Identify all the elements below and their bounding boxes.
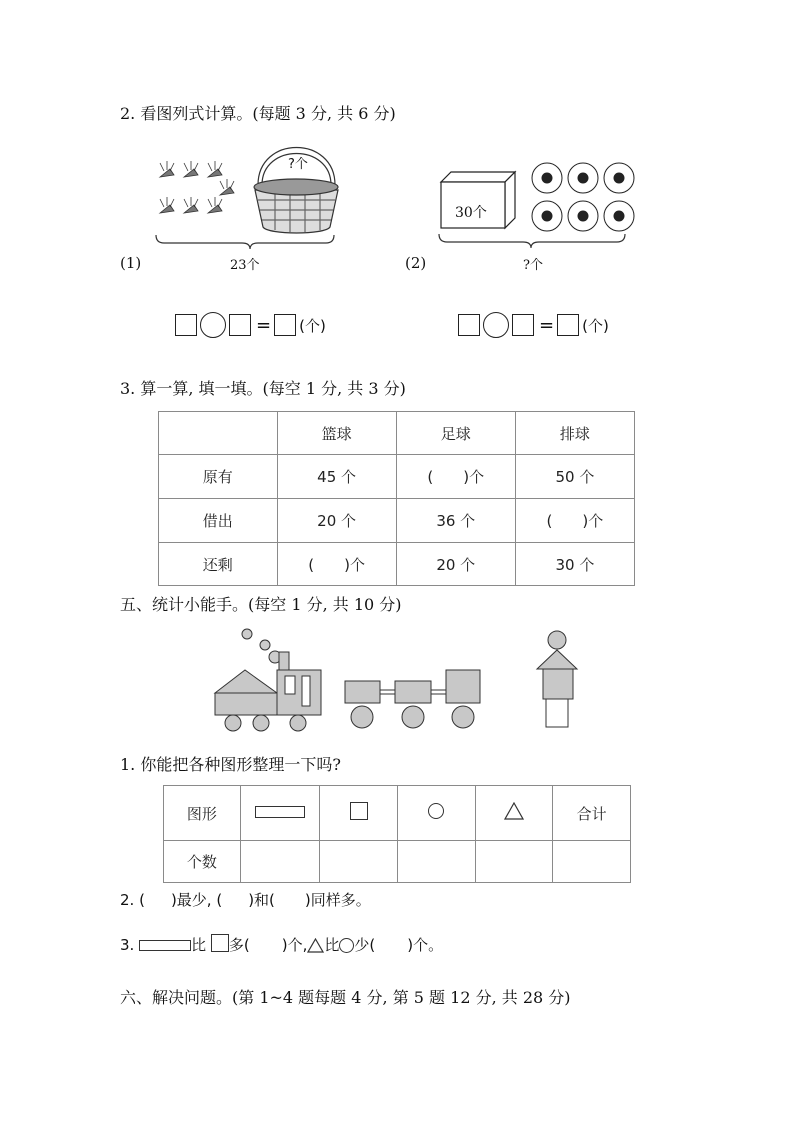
- s5-q3-part: )个。: [407, 936, 444, 954]
- q2-title: 2. 看图列式计算。(每题 3 分, 共 6 分): [120, 104, 396, 123]
- table-cell: 50 个: [515, 455, 634, 499]
- table-cell: 还剩: [159, 543, 278, 586]
- part2-label: (2): [405, 254, 427, 272]
- count-cell[interactable]: [553, 841, 631, 883]
- shape-count-table: [163, 785, 631, 883]
- answer-box[interactable]: [175, 314, 197, 336]
- part1-label: (1): [120, 254, 142, 272]
- triangle-shape: [537, 650, 577, 669]
- circle-icon: [339, 938, 354, 953]
- circle-shape: [242, 629, 252, 639]
- s5-q2-part: )同样多。: [304, 891, 371, 909]
- rectangle-shape: [345, 681, 380, 703]
- row-label: 图形: [164, 786, 241, 841]
- rectangle-shape: [395, 681, 431, 703]
- box-label: 30个: [455, 205, 487, 221]
- soccer-ball-icon: [532, 163, 634, 231]
- brace-1: [156, 235, 334, 249]
- count-cell[interactable]: [475, 841, 553, 883]
- table-cell: 20 个: [396, 543, 515, 586]
- table-header: 篮球: [277, 412, 396, 455]
- s5-q3-part: 3.: [120, 936, 135, 954]
- answer-box[interactable]: [557, 314, 579, 336]
- count-cell[interactable]: [240, 841, 319, 883]
- row-label: 个数: [164, 841, 241, 883]
- s5-q3-part: )个,: [281, 936, 308, 954]
- rectangle-shape: [285, 676, 295, 694]
- table-cell[interactable]: ( )个: [515, 499, 634, 543]
- part1-total-label: 23个: [230, 258, 260, 273]
- rectangle-shape: [302, 676, 310, 706]
- s5-q3-part: 比: [324, 936, 340, 954]
- s6-title: 六、解决问题。(第 1~4 题每题 4 分, 第 5 题 12 分, 共 28 分): [120, 988, 571, 1007]
- table-cell: 45 个: [277, 455, 396, 499]
- triangle-shape: [215, 670, 277, 693]
- s5-q3: [120, 934, 443, 955]
- brace-2: [439, 234, 625, 248]
- circle-shape: [260, 640, 270, 650]
- rectangle-icon: [139, 940, 191, 951]
- answer-box[interactable]: [229, 314, 251, 336]
- answer-template-1: [175, 312, 329, 338]
- total-header: 合计: [553, 786, 631, 841]
- carrot-icon: [160, 161, 234, 213]
- basket-question-label: ?个: [288, 157, 308, 172]
- answer-box[interactable]: [274, 314, 296, 336]
- circle-shape: [452, 706, 474, 728]
- circle-icon: [397, 786, 475, 841]
- rectangle-shape: [277, 670, 321, 715]
- count-cell[interactable]: [320, 841, 398, 883]
- circle-shape: [290, 715, 306, 731]
- s5-q3-part: 比: [191, 936, 207, 954]
- square-shape: [543, 669, 573, 699]
- count-cell[interactable]: [397, 841, 475, 883]
- rectangle-shape: [380, 690, 395, 694]
- rectangle-shape: [431, 690, 446, 694]
- circle-shape: [548, 631, 566, 649]
- table-cell[interactable]: ( )个: [396, 455, 515, 499]
- s5-title: 五、统计小能手。(每空 1 分, 共 10 分): [120, 595, 402, 614]
- operator-circle[interactable]: [483, 312, 509, 338]
- rectangle-shape: [215, 693, 277, 715]
- ball-table: [158, 411, 635, 586]
- unit-label: (个): [299, 316, 326, 335]
- table-header: [159, 412, 278, 455]
- q3-title: 3. 算一算, 填一填。(每空 1 分, 共 3 分): [120, 379, 406, 398]
- square-shape: [279, 652, 289, 672]
- carrots-basket-figure: [150, 135, 350, 250]
- table-cell: 20 个: [277, 499, 396, 543]
- table-header: 足球: [396, 412, 515, 455]
- s5-q2-part: )最少, (: [170, 891, 223, 909]
- table-cell: 36 个: [396, 499, 515, 543]
- circle-shape: [351, 706, 373, 728]
- operator-circle[interactable]: [200, 312, 226, 338]
- s5-q1-title: 1. 你能把各种图形整理一下吗?: [120, 755, 341, 774]
- answer-box[interactable]: [512, 314, 534, 336]
- equals-sign: =: [256, 314, 272, 336]
- unit-label: (个): [582, 316, 609, 335]
- table-cell[interactable]: ( )个: [277, 543, 396, 586]
- answer-template-2: [458, 312, 612, 338]
- circle-shape: [402, 706, 424, 728]
- s5-q2: [120, 889, 371, 910]
- triangle-icon: [307, 938, 324, 953]
- table-cell: 原有: [159, 455, 278, 499]
- table-cell: 30 个: [515, 543, 634, 586]
- table-cell: 借出: [159, 499, 278, 543]
- s5-q3-part: 少(: [354, 936, 376, 954]
- s5-q2-part: )和(: [248, 891, 275, 909]
- rectangle-shape: [546, 699, 568, 727]
- table-header: 排球: [515, 412, 634, 455]
- triangle-icon: [475, 786, 553, 841]
- s5-q2-part: 2. (: [120, 891, 145, 909]
- part2-total-label: ?个: [523, 258, 543, 273]
- square-shape: [446, 670, 480, 703]
- equals-sign: =: [539, 314, 555, 336]
- rectangle-icon: [240, 786, 319, 841]
- square-icon: [320, 786, 398, 841]
- s5-q3-part: 多(: [228, 936, 250, 954]
- circle-shape: [225, 715, 241, 731]
- circle-shape: [253, 715, 269, 731]
- shapes-train-figure: [205, 620, 595, 735]
- answer-box[interactable]: [458, 314, 480, 336]
- square-icon: [211, 934, 229, 952]
